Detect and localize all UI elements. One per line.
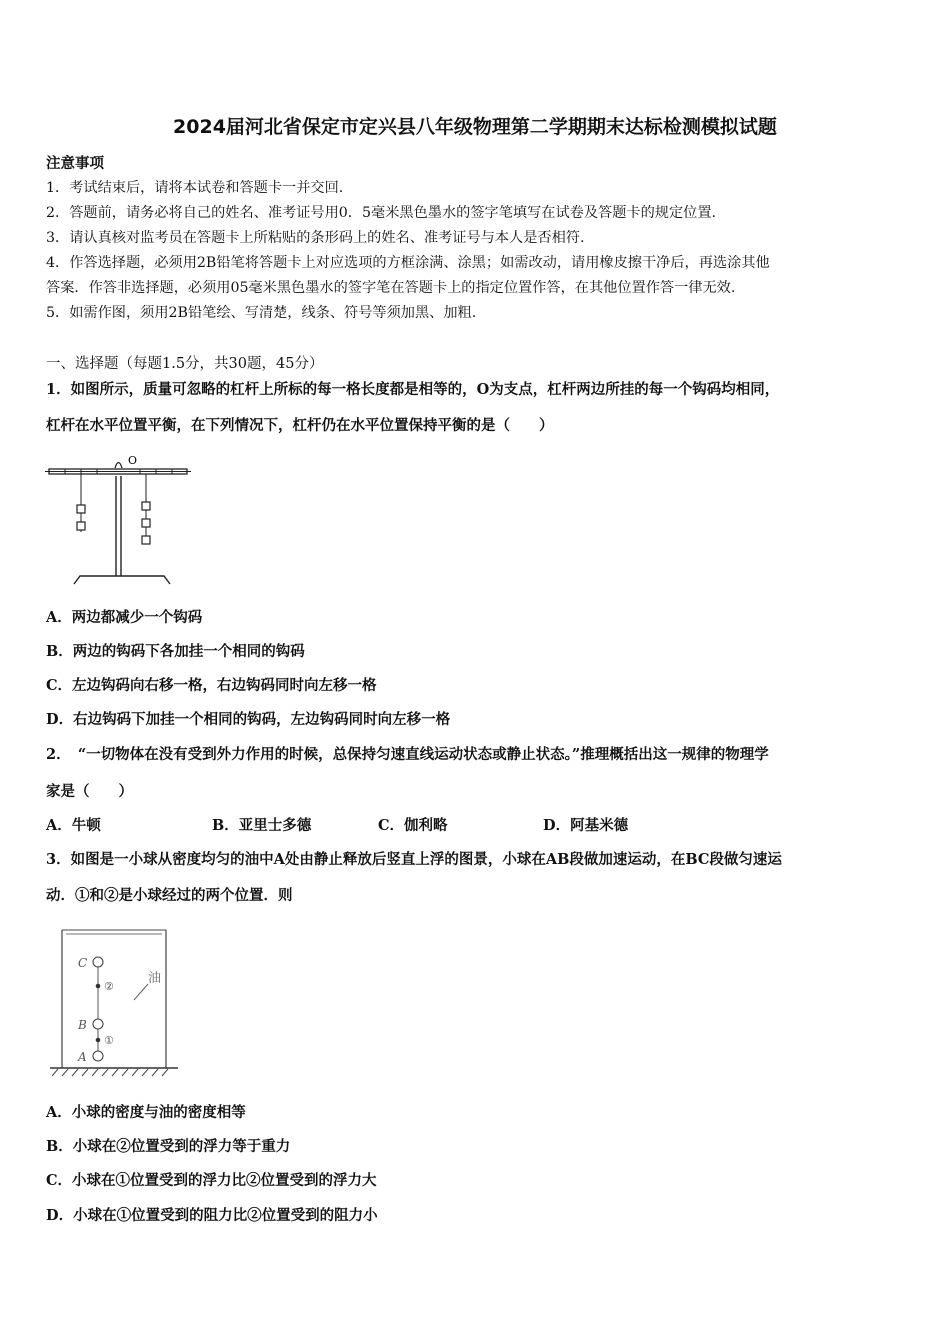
- label-position-1: ①: [104, 1034, 114, 1047]
- q3-stem-line2: 动．①和②是小球经过的两个位置．则: [46, 887, 293, 904]
- label-position-2: ②: [104, 980, 114, 993]
- q2-option-b: B．亚里士多德: [212, 817, 312, 834]
- lever-figure: [44, 452, 194, 588]
- pivot-label: O: [128, 454, 138, 467]
- label-c: C: [78, 956, 88, 970]
- q1-option-c: C．左边钩码向右移一格，右边钩码同时向左移一格: [46, 677, 377, 694]
- q1-option-a: A．两边都减少一个钩码: [46, 609, 203, 626]
- q3-option-d: D．小球在①位置受到的阻力比②位置受到的阻力小: [46, 1207, 378, 1224]
- notice-item: 4．作答选择题，必须用2B铅笔将答题卡上对应选项的方框涂满、涂黑；如需改动，请用橡皮擦干净后，再选涂其他: [46, 255, 770, 271]
- q2-option-d: D．阿基米德: [543, 817, 629, 834]
- page-title: 2024届河北省保定市定兴县八年级物理第二学期期末达标检测模拟试题: [173, 116, 777, 138]
- notice-item: 3．请认真核对监考员在答题卡上所粘贴的条形码上的姓名、准考证号与本人是否相符.: [46, 230, 585, 246]
- pivot: [115, 463, 122, 469]
- q2-stem-line1: 2． “一切物体在没有受到外力作用的时候，总保持匀速直线运动状态或静止状态。”推理概括出这一规律的物理学: [46, 746, 769, 763]
- notice-heading: 注意事项: [46, 155, 104, 172]
- weight: [77, 505, 85, 513]
- ball-c: [93, 957, 103, 967]
- q1-stem-line2: 杠杆在水平位置平衡，在下列情况下，杠杆仍在水平位置保持平衡的是（ ）: [46, 417, 554, 434]
- q1-stem-line1: 1．如图所示，质量可忽略的杠杆上所标的每一格长度都是相等的，O为支点，杠杆两边所挂的每一个钩码均相同，: [46, 381, 780, 398]
- weight: [142, 536, 150, 544]
- section-heading: 一、选择题（每题1.5分，共30题，45分）: [46, 356, 324, 372]
- q2-option-c: C．伽利略: [378, 817, 448, 834]
- notice-item: 答案．作答非选择题，必须用05毫米黑色墨水的签字笔在答题卡上的指定位置作答，在其他位置作答一律无效.: [46, 280, 736, 296]
- ball-a: [93, 1051, 103, 1061]
- q3-option-a: A．小球的密度与油的密度相等: [46, 1104, 246, 1121]
- q2-stem-line2: 家是（ ）: [46, 783, 133, 800]
- position-2-dot: [96, 984, 101, 989]
- label-a: A: [78, 1050, 87, 1064]
- label-b: B: [78, 1018, 87, 1032]
- q3-stem-line1: 3．如图是一小球从密度均匀的油中A处由静止释放后竖直上浮的图景，小球在AB段做加速运动，在BC段做匀速运: [46, 851, 782, 868]
- q1-option-b: B．两边的钩码下各加挂一个相同的钩码: [46, 643, 305, 660]
- ball-b: [93, 1019, 103, 1029]
- q2-option-a: A．牛顿: [46, 817, 101, 834]
- q3-option-b: B．小球在②位置受到的浮力等于重力: [46, 1138, 291, 1155]
- notice-item: 1．考试结束后，请将本试卷和答题卡一并交回.: [46, 180, 344, 196]
- q3-option-c: C．小球在①位置受到的浮力比②位置受到的浮力大: [46, 1172, 377, 1189]
- weight: [142, 519, 150, 527]
- notice-item: 2．答题前，请务必将自己的姓名、准考证号用0．5毫米黑色墨水的签字笔填写在试卷及答题卡的规定位置.: [46, 205, 717, 221]
- lever-base: [74, 576, 170, 584]
- notice-item: 5．如需作图，须用2B铅笔绘、写清楚，线条、符号等须加黑、加粗.: [46, 305, 477, 321]
- q1-option-d: D．右边钩码下加挂一个相同的钩码，左边钩码同时向左移一格: [46, 711, 451, 728]
- weight: [142, 502, 150, 510]
- position-1-dot: [96, 1038, 101, 1043]
- label-oil: 油: [148, 971, 162, 986]
- weight: [77, 522, 85, 530]
- oil-container-figure: [44, 926, 184, 1082]
